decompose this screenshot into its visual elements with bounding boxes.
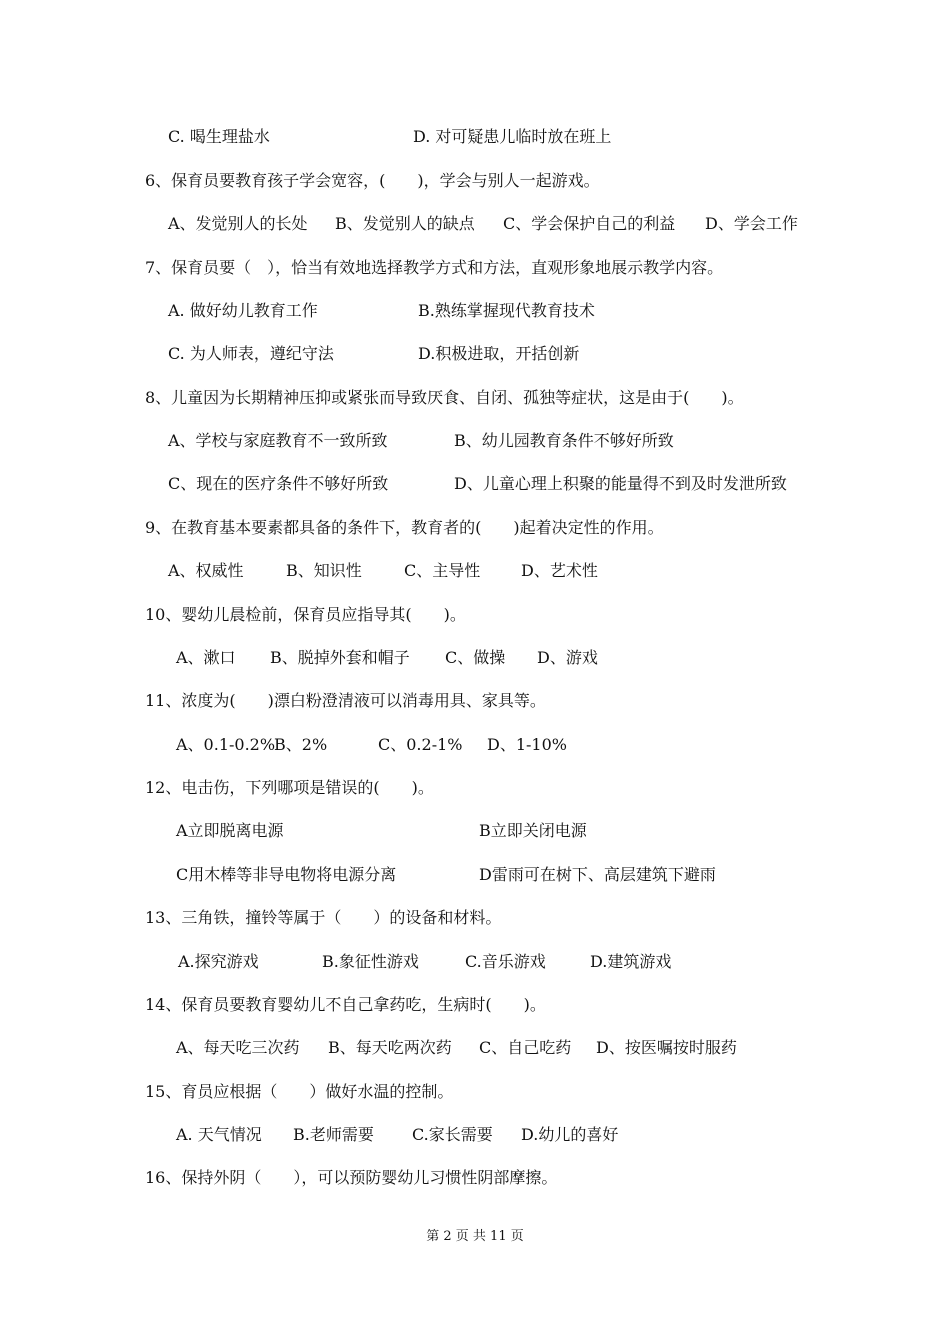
question-stem: 10、婴幼儿晨检前，保育员应指导其( )。 <box>145 605 466 624</box>
question-text <box>0 256 950 280</box>
question-text <box>0 169 950 193</box>
answer-option: C、做操 <box>445 648 506 667</box>
question-stem: 6、保育员要教育孩子学会宽容，( )，学会与别人一起游戏。 <box>145 171 600 190</box>
options-row <box>0 646 950 670</box>
question-stem: 13、三角铁，撞铃等属于（ ）的设备和材料。 <box>145 908 502 927</box>
options-row <box>0 559 950 583</box>
answer-option: D、儿童心理上积聚的能量得不到及时发泄所致 <box>454 474 787 493</box>
options-row <box>0 125 950 149</box>
question-stem: 12、电击伤，下列哪项是错误的( )。 <box>145 778 434 797</box>
options-row <box>0 212 950 236</box>
options-row <box>0 342 950 366</box>
answer-option: B立即关闭电源 <box>479 821 587 840</box>
answer-option: A、发觉别人的长处 <box>168 214 308 233</box>
options-row <box>0 299 950 323</box>
answer-option: B、发觉别人的缺点 <box>335 214 475 233</box>
answer-option: C、主导性 <box>404 561 481 580</box>
options-row <box>0 1123 950 1147</box>
answer-option: A、学校与家庭教育不一致所致 <box>168 431 388 450</box>
answer-option: B、每天吃两次药 <box>328 1038 452 1057</box>
answer-option: A立即脱离电源 <box>176 821 284 840</box>
answer-option: A. 天气情况 <box>176 1125 262 1144</box>
question-stem: 7、保育员要（ ），恰当有效地选择教学方式和方法，直观形象地展示教学内容。 <box>145 258 724 277</box>
answer-option: B、脱掉外套和帽子 <box>270 648 410 667</box>
question-text <box>0 689 950 713</box>
question-text <box>0 603 950 627</box>
answer-option: C、学会保护自己的利益 <box>503 214 676 233</box>
question-text <box>0 776 950 800</box>
answer-option: A、每天吃三次药 <box>176 1038 300 1057</box>
answer-option: A、漱口 <box>176 648 236 667</box>
answer-option: B.熟练掌握现代教育技术 <box>418 301 595 320</box>
options-row <box>0 472 950 496</box>
options-row <box>0 733 950 757</box>
answer-option: D、艺术性 <box>521 561 598 580</box>
question-text <box>0 386 950 410</box>
answer-option: C.音乐游戏 <box>465 952 546 971</box>
question-stem: 15、育员应根据（ ）做好水温的控制。 <box>145 1082 454 1101</box>
answer-option: C. 为人师表，遵纪守法 <box>168 344 334 363</box>
answer-option: D、学会工作 <box>705 214 798 233</box>
answer-option: A、权威性 <box>168 561 244 580</box>
options-row <box>0 1036 950 1060</box>
answer-option: B、2% <box>274 735 328 754</box>
answer-option: B.老师需要 <box>293 1125 374 1144</box>
question-stem: 14、保育员要教育婴幼儿不自己拿药吃，生病时( )。 <box>145 995 546 1014</box>
question-stem: 16、保持外阴（ ），可以预防婴幼儿习惯性阴部摩擦。 <box>145 1168 558 1187</box>
options-row <box>0 429 950 453</box>
answer-option: B、幼儿园教育条件不够好所致 <box>454 431 674 450</box>
options-row <box>0 819 950 843</box>
answer-option: A.探究游戏 <box>178 952 259 971</box>
question-stem: 11、浓度为( )漂白粉澄清液可以消毒用具、家具等。 <box>145 691 546 710</box>
question-text <box>0 516 950 540</box>
answer-option: D、按医嘱按时服药 <box>596 1038 737 1057</box>
answer-option: B.象征性游戏 <box>322 952 419 971</box>
answer-option: B、知识性 <box>286 561 362 580</box>
answer-option: C.家长需要 <box>412 1125 493 1144</box>
answer-option: D.积极进取，开括创新 <box>418 344 580 363</box>
answer-option: C用木棒等非导电物将电源分离 <box>176 865 397 884</box>
question-text <box>0 906 950 930</box>
question-stem: 9、在教育基本要素都具备的条件下，教育者的( )起着决定性的作用。 <box>145 518 664 537</box>
answer-option: C、现在的医疗条件不够好所致 <box>168 474 389 493</box>
answer-option: D、游戏 <box>537 648 598 667</box>
answer-option: D. 对可疑患儿临时放在班上 <box>413 127 612 146</box>
page-footer: 第 2 页 共 11 页 <box>426 1229 524 1244</box>
answer-option: C、自己吃药 <box>479 1038 572 1057</box>
question-stem: 8、儿童因为长期精神压抑或紧张而导致厌食、自闭、孤独等症状，这是由于( )。 <box>145 388 744 407</box>
answer-option: D.幼儿的喜好 <box>521 1125 619 1144</box>
options-row <box>0 863 950 887</box>
question-text <box>0 993 950 1017</box>
answer-option: D雷雨可在树下、高层建筑下避雨 <box>479 865 716 884</box>
answer-option: C、0.2-1% <box>378 735 463 754</box>
answer-option: C. 喝生理盐水 <box>168 127 270 146</box>
answer-option: D、1-10% <box>487 735 567 754</box>
answer-option: D.建筑游戏 <box>590 952 672 971</box>
question-text <box>0 1166 950 1190</box>
options-row <box>0 950 950 974</box>
answer-option: A、0.1-0.2% <box>176 735 276 754</box>
question-text <box>0 1080 950 1104</box>
answer-option: A. 做好幼儿教育工作 <box>168 301 318 320</box>
